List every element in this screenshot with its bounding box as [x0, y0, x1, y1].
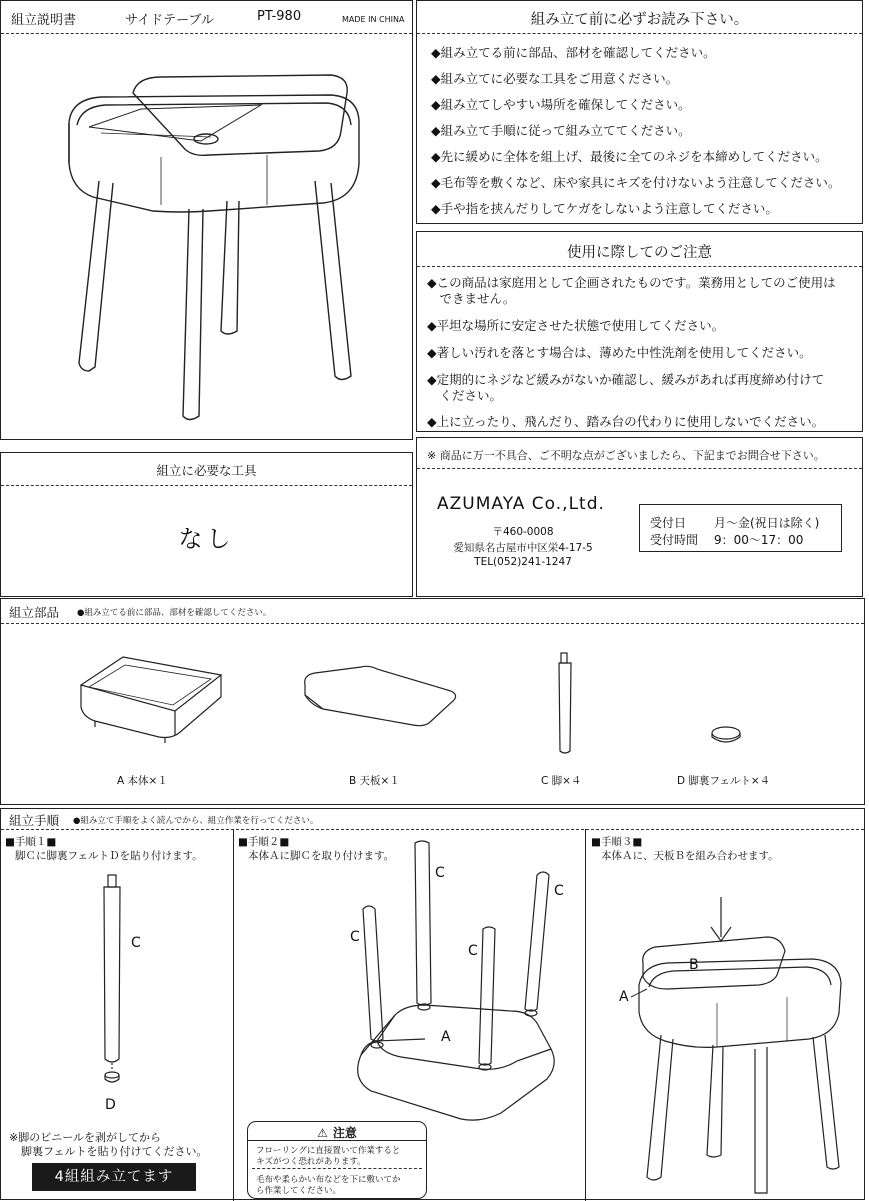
contact-panel [416, 437, 863, 597]
before-assembly-title: 組み立て前に必ずお読み下さい。 [530, 12, 749, 28]
usage-item-4b: ください。 [427, 388, 503, 403]
warning-icon: ⚠ [317, 1126, 328, 1140]
step2-label-c-3: C [350, 929, 360, 945]
model-number: PT-980 [257, 9, 302, 24]
step1-desc: 脚Ｃに脚裏フェルトＤを貼り付けます。 [15, 850, 203, 862]
part-a-label: A 本体×１ [117, 775, 168, 787]
usage-item-5: ◆上に立ったり、飛んだり、踏み台の代わりに使用しないでください。 [427, 414, 825, 429]
parts-title: 組立部品 [9, 605, 60, 620]
step2-label-c-2: C [554, 883, 564, 899]
caution-line-3: 毛布や柔らかい布などを下に敷いてか [256, 1175, 401, 1185]
hours-label-days: 受付日 [650, 516, 687, 530]
step3-label-b: B [689, 957, 699, 973]
hours-value-time: 9：00〜17：00 [714, 533, 804, 547]
step1-leg-illustration [97, 873, 127, 1103]
usage-item-2: ◆平坦な場所に安定させた状態で使用してください。 [427, 318, 725, 333]
tools-panel [0, 452, 413, 597]
hours-label-time: 受付時間 [650, 533, 699, 547]
before-item-2: ◆組み立てに必要な工具をご用意ください。 [431, 71, 679, 86]
step1-banner: 4組組み立てます [32, 1163, 196, 1191]
origin-label: MADE IN CHINA [342, 15, 405, 24]
steps-note: ●組み立て手順をよく読んでから、組立作業を行ってください。 [73, 816, 319, 826]
part-b-label: B 天板×１ [349, 775, 400, 787]
before-item-1: ◆組み立てる前に部品、部材を確認してください。 [431, 45, 716, 60]
caution-box [247, 1121, 427, 1199]
steps-panel [0, 808, 865, 1200]
step3-label-a: A [619, 989, 629, 1005]
before-item-6: ◆毛布等を敷くなど、床や家具にキズを付けないよう注意してください。 [431, 175, 841, 190]
caution-line-2: キズがつく恐れがあります。 [256, 1157, 366, 1167]
before-item-3: ◆組み立てしやすい場所を確保してください。 [431, 97, 691, 112]
step2-assembly-illustration [341, 839, 581, 1129]
before-item-5: ◆先に緩めに全体を組上げ、最後に全てのネジを本締めしてください。 [431, 149, 828, 164]
before-item-7: ◆手や指を挟んだりしてケガをしないよう注意してください。 [431, 201, 778, 216]
step1-label-d: D [105, 1097, 116, 1113]
parts-panel [0, 598, 865, 805]
part-a-tray-icon [75, 649, 225, 749]
header-illustration-panel [0, 0, 413, 440]
hours-value-days: 月〜金(祝日は除く) [714, 516, 820, 530]
product-name: サイドテーブル [125, 13, 214, 28]
step3-assembly-illustration [617, 897, 853, 1195]
before-item-4: ◆組み立て手順に従って組み立ててください。 [431, 123, 691, 138]
usage-notes-panel [416, 231, 863, 432]
step3-desc: 本体Ａに、天板Ｂを組み合わせます。 [601, 850, 779, 862]
step2-label-c-1: C [435, 865, 445, 881]
before-assembly-panel [416, 0, 863, 224]
part-d-felt-icon [709, 725, 743, 747]
step2-title: ■手順２■ [238, 836, 290, 848]
caution-header [248, 1122, 426, 1141]
step1-note-1: ※脚のビニールを剥がしてから [9, 1131, 161, 1144]
caution-title: 注意 [332, 1126, 357, 1140]
usage-item-1b: できません。 [427, 291, 516, 306]
caution-line-1: フローリングに直接置いて作業すると [256, 1146, 401, 1156]
usage-item-4a: ◆定期的にネジなど緩みがないか確認し、緩みがあれば再度締め付けて [427, 372, 825, 387]
step2-label-c-4: C [468, 943, 478, 959]
side-table-illustration [41, 71, 381, 431]
part-d-label: D 脚裏フェルト×４ [677, 775, 771, 787]
step1-note-2: 脚裏フェルトを貼り付けてください。 [21, 1145, 208, 1158]
part-b-top-board-icon [301, 661, 461, 731]
contact-notice: ※ 商品に万一不具合、ご不明な点がございましたら、下記までお問合せ下さい。 [427, 449, 825, 462]
caution-line-4: ら作業してください。 [256, 1186, 342, 1196]
parts-note: ●組み立てる前に部品、部材を確認してください。 [77, 608, 272, 618]
part-c-label: C 脚×４ [541, 775, 582, 787]
usage-notes-title: 使用に際してのご注意 [567, 245, 712, 261]
step-divider-2 [585, 829, 586, 1201]
step2-label-a: A [441, 1029, 451, 1045]
steps-title: 組立手順 [9, 813, 60, 828]
step3-label-a-leader [629, 987, 649, 1001]
tools-value: なし [178, 525, 235, 553]
company-name: AZUMAYA Co.,Ltd. [437, 494, 605, 514]
business-hours-box [639, 504, 842, 552]
telephone: TEL(052)241-1247 [474, 556, 572, 568]
step3-title: ■手順３■ [591, 836, 643, 848]
postal-code: 〒460-0008 [492, 526, 554, 538]
doc-type: 組立説明書 [11, 13, 77, 28]
usage-item-1a: ◆この商品は家庭用として企画されたものです。業務用としてのご使用は [427, 275, 836, 290]
tools-title: 組立に必要な工具 [156, 463, 257, 478]
address: 愛知県名古屋市中区栄4-17-5 [453, 542, 593, 554]
part-c-leg-icon [555, 651, 575, 757]
step1-title: ■手順１■ [5, 836, 57, 848]
step1-label-c: C [131, 935, 141, 951]
step2-desc: 本体Ａに脚Ｃを取り付けます。 [248, 850, 395, 862]
usage-item-3: ◆著しい汚れを落とす場合は、薄めた中性洗剤を使用してください。 [427, 345, 812, 360]
step-divider-1 [233, 829, 234, 1201]
